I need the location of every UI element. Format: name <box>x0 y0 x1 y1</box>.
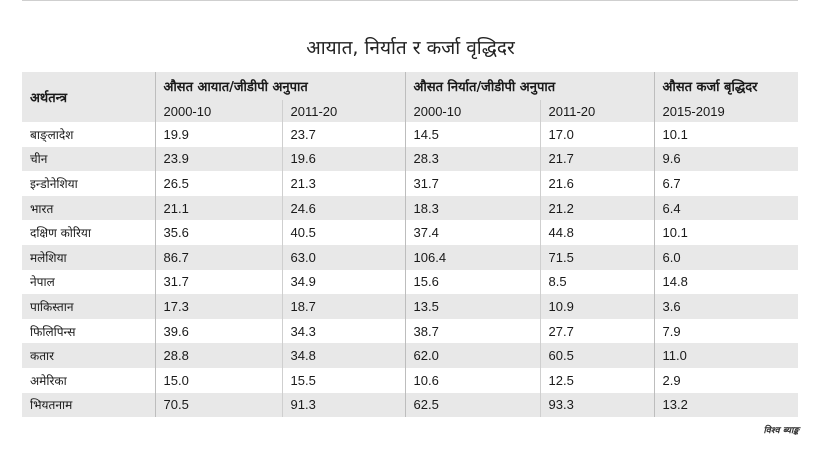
table-row <box>22 343 798 368</box>
top-rule <box>22 0 798 1</box>
country-cell: कतार <box>22 343 155 368</box>
import-2011-20-cell: 91.3 <box>282 393 405 418</box>
export-2000-10-cell: 28.3 <box>405 147 540 172</box>
import-2011-20-cell: 21.3 <box>282 171 405 196</box>
sub-header: 2015-2019 <box>654 100 798 122</box>
export-2000-10-cell: 31.7 <box>405 171 540 196</box>
credit-2015-2019-cell: 6.0 <box>654 245 798 270</box>
country-cell: इन्डोनेशिया <box>22 171 155 196</box>
credit-2015-2019-cell: 3.6 <box>654 294 798 319</box>
table-row <box>22 245 798 270</box>
export-2011-20-cell: 21.2 <box>540 196 654 221</box>
import-2011-20-cell: 63.0 <box>282 245 405 270</box>
credit-2015-2019-cell: 10.1 <box>654 122 798 147</box>
source-credit: विश्व ब्याङ्क <box>763 426 799 436</box>
export-2011-20-cell: 44.8 <box>540 220 654 245</box>
table-row <box>22 122 798 147</box>
import-2011-20-cell: 15.5 <box>282 368 405 393</box>
country-cell: भारत <box>22 196 155 221</box>
export-2011-20-cell: 93.3 <box>540 393 654 418</box>
export-2011-20-cell: 60.5 <box>540 343 654 368</box>
export-2000-10-cell: 38.7 <box>405 319 540 344</box>
import-2011-20-cell: 34.3 <box>282 319 405 344</box>
credit-2015-2019-cell: 6.7 <box>654 171 798 196</box>
country-cell: फिलिपिन्स <box>22 319 155 344</box>
country-cell: पाकिस्तान <box>22 294 155 319</box>
country-cell: चीन <box>22 147 155 172</box>
import-2011-20-cell: 34.9 <box>282 270 405 295</box>
sub-header: 2011-20 <box>540 100 654 122</box>
table-row <box>22 393 798 418</box>
import-2000-10-cell: 70.5 <box>155 393 282 418</box>
export-2000-10-cell: 37.4 <box>405 220 540 245</box>
table-row <box>22 319 798 344</box>
sub-header: 2000-10 <box>155 100 282 122</box>
export-2000-10-cell: 15.6 <box>405 270 540 295</box>
row-header: अर्थतन्त्र <box>22 72 155 122</box>
import-2000-10-cell: 23.9 <box>155 147 282 172</box>
export-2011-20-cell: 17.0 <box>540 122 654 147</box>
credit-2015-2019-cell: 10.1 <box>654 220 798 245</box>
credit-2015-2019-cell: 2.9 <box>654 368 798 393</box>
group-header-credit: औसत कर्जा बृद्धिदर <box>654 72 798 100</box>
table-row <box>22 270 798 295</box>
export-2011-20-cell: 71.5 <box>540 245 654 270</box>
export-2011-20-cell: 8.5 <box>540 270 654 295</box>
import-2000-10-cell: 39.6 <box>155 319 282 344</box>
import-2011-20-cell: 23.7 <box>282 122 405 147</box>
sub-header: 2000-10 <box>405 100 540 122</box>
export-2011-20-cell: 27.7 <box>540 319 654 344</box>
export-2011-20-cell: 21.7 <box>540 147 654 172</box>
table-row <box>22 368 798 393</box>
credit-2015-2019-cell: 7.9 <box>654 319 798 344</box>
table-row <box>22 171 798 196</box>
export-2011-20-cell: 12.5 <box>540 368 654 393</box>
country-cell: अमेरिका <box>22 368 155 393</box>
import-2011-20-cell: 34.8 <box>282 343 405 368</box>
import-2000-10-cell: 28.8 <box>155 343 282 368</box>
table-row <box>22 220 798 245</box>
import-2011-20-cell: 19.6 <box>282 147 405 172</box>
export-2000-10-cell: 62.0 <box>405 343 540 368</box>
country-cell: दक्षिण कोरिया <box>22 220 155 245</box>
table-body <box>22 122 798 417</box>
credit-2015-2019-cell: 11.0 <box>654 343 798 368</box>
credit-2015-2019-cell: 9.6 <box>654 147 798 172</box>
group-header-import: औसत आयात/जीडीपी अनुपात <box>155 72 405 100</box>
export-2000-10-cell: 13.5 <box>405 294 540 319</box>
table-row <box>22 147 798 172</box>
import-2000-10-cell: 19.9 <box>155 122 282 147</box>
import-2000-10-cell: 15.0 <box>155 368 282 393</box>
table-row <box>22 294 798 319</box>
sub-header: 2011-20 <box>282 100 405 122</box>
table-title: आयात, निर्यात र कर्जा वृद्धिदर <box>306 37 515 59</box>
export-2000-10-cell: 10.6 <box>405 368 540 393</box>
credit-2015-2019-cell: 14.8 <box>654 270 798 295</box>
export-2011-20-cell: 10.9 <box>540 294 654 319</box>
import-2000-10-cell: 21.1 <box>155 196 282 221</box>
import-2011-20-cell: 18.7 <box>282 294 405 319</box>
import-2000-10-cell: 17.3 <box>155 294 282 319</box>
country-cell: बाङ्लादेश <box>22 122 155 147</box>
export-2000-10-cell: 14.5 <box>405 122 540 147</box>
import-2000-10-cell: 31.7 <box>155 270 282 295</box>
data-table <box>22 72 798 417</box>
export-2000-10-cell: 18.3 <box>405 196 540 221</box>
country-cell: मलेशिया <box>22 245 155 270</box>
import-2000-10-cell: 86.7 <box>155 245 282 270</box>
export-2000-10-cell: 106.4 <box>405 245 540 270</box>
table-row <box>22 196 798 221</box>
export-2011-20-cell: 21.6 <box>540 171 654 196</box>
credit-2015-2019-cell: 13.2 <box>654 393 798 418</box>
export-2000-10-cell: 62.5 <box>405 393 540 418</box>
country-cell: भियतनाम <box>22 393 155 418</box>
group-header-export: औसत निर्यात/जीडीपी अनुपात <box>405 72 654 100</box>
credit-2015-2019-cell: 6.4 <box>654 196 798 221</box>
country-cell: नेपाल <box>22 270 155 295</box>
import-2000-10-cell: 35.6 <box>155 220 282 245</box>
import-2011-20-cell: 24.6 <box>282 196 405 221</box>
import-2011-20-cell: 40.5 <box>282 220 405 245</box>
import-2000-10-cell: 26.5 <box>155 171 282 196</box>
